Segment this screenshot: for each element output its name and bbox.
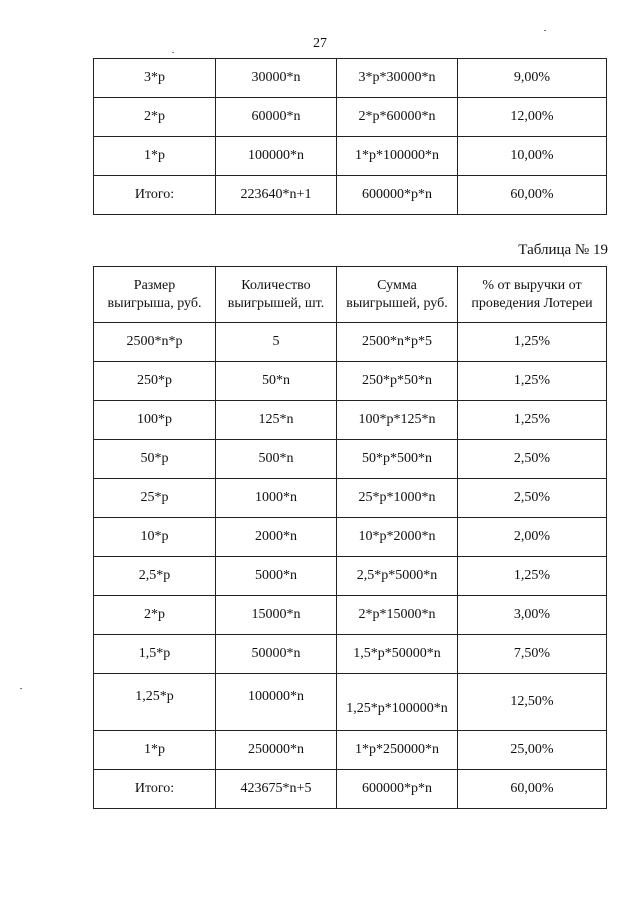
prize-size-cell: 2500*n*р <box>94 323 216 362</box>
prize-table-19 <box>93 266 607 809</box>
prize-size-cell: 2*р <box>94 596 216 635</box>
revenue-percent-cell: 12,50% <box>458 674 607 731</box>
scan-speck <box>172 52 174 53</box>
prize-count-cell: 50000*n <box>216 635 337 674</box>
revenue-percent-cell: 12,00% <box>458 98 607 137</box>
table-header-row <box>94 267 607 323</box>
header-line: проведения Лотереи <box>471 295 593 311</box>
revenue-percent-cell: 2,50% <box>458 440 607 479</box>
revenue-percent-cell: 10,00% <box>458 137 607 176</box>
prize-size-cell: 25*р <box>94 479 216 518</box>
prize-size-cell: 250*р <box>94 362 216 401</box>
table-row <box>94 518 607 557</box>
prize-sum-cell: 2500*n*р*5 <box>337 323 458 362</box>
prize-sum-cell: 2*р*60000*n <box>337 98 458 137</box>
prize-sum-cell: 2,5*р*5000*n <box>337 557 458 596</box>
total-label-cell: Итого: <box>94 176 216 215</box>
prize-count-cell: 2000*n <box>216 518 337 557</box>
prize-sum-cell: 100*р*125*n <box>337 401 458 440</box>
total-sum-cell: 600000*р*n <box>337 770 458 809</box>
header-prize-count <box>216 267 337 323</box>
prize-count-cell: 60000*n <box>216 98 337 137</box>
header-line: выигрышей, шт. <box>227 295 325 311</box>
prize-table-continued <box>93 58 607 215</box>
header-prize-sum <box>337 267 458 323</box>
total-count-cell: 223640*n+1 <box>216 176 337 215</box>
prize-count-cell: 30000*n <box>216 59 337 98</box>
prize-size-cell: 1*р <box>94 137 216 176</box>
header-prize-size <box>94 267 216 323</box>
prize-count-cell: 1000*n <box>216 479 337 518</box>
prize-size-cell: 10*р <box>94 518 216 557</box>
table-row <box>94 59 607 98</box>
table-row <box>94 479 607 518</box>
header-revenue-percent <box>458 267 607 323</box>
prize-sum-cell: 1*р*100000*n <box>337 137 458 176</box>
prize-sum-cell: 1*р*250000*n <box>337 731 458 770</box>
table-row <box>94 557 607 596</box>
table-row <box>94 362 607 401</box>
revenue-percent-cell: 1,25% <box>458 557 607 596</box>
prize-size-cell: 2*р <box>94 98 216 137</box>
total-percent-cell: 60,00% <box>458 176 607 215</box>
prize-sum-cell: 250*р*50*n <box>337 362 458 401</box>
revenue-percent-cell: 2,00% <box>458 518 607 557</box>
header-line: Сумма <box>377 277 417 293</box>
total-row <box>94 770 607 809</box>
revenue-percent-cell: 3,00% <box>458 596 607 635</box>
prize-sum-cell: 1,5*р*50000*n <box>337 635 458 674</box>
prize-count-cell: 100000*n <box>216 137 337 176</box>
prize-sum-cell: 10*р*2000*n <box>337 518 458 557</box>
prize-size-cell: 50*р <box>94 440 216 479</box>
prize-count-cell: 500*n <box>216 440 337 479</box>
prize-sum-cell: 25*р*1000*n <box>337 479 458 518</box>
header-line: выигрышей, руб. <box>346 295 448 311</box>
header-line: выигрыша, руб. <box>107 295 202 311</box>
revenue-percent-cell: 1,25% <box>458 401 607 440</box>
table-row <box>94 674 607 731</box>
scan-speck <box>544 30 546 31</box>
header-line: Размер <box>133 277 176 293</box>
total-label-cell: Итого: <box>94 770 216 809</box>
prize-count-cell: 5 <box>216 323 337 362</box>
prize-size-cell: 2,5*р <box>94 557 216 596</box>
revenue-percent-cell: 1,25% <box>458 362 607 401</box>
prize-count-cell: 15000*n <box>216 596 337 635</box>
prize-count-cell: 125*n <box>216 401 337 440</box>
total-row <box>94 176 607 215</box>
total-sum-cell: 600000*р*n <box>337 176 458 215</box>
prize-size-cell: 1*р <box>94 731 216 770</box>
header-line: Количество <box>241 277 311 293</box>
revenue-percent-cell: 7,50% <box>458 635 607 674</box>
prize-count-cell: 5000*n <box>216 557 337 596</box>
revenue-percent-cell: 1,25% <box>458 323 607 362</box>
prize-count-cell: 250000*n <box>216 731 337 770</box>
prize-size-cell: 3*р <box>94 59 216 98</box>
revenue-percent-cell: 9,00% <box>458 59 607 98</box>
table-row <box>94 731 607 770</box>
table-row <box>94 323 607 362</box>
total-percent-cell: 60,00% <box>458 770 607 809</box>
revenue-percent-cell: 25,00% <box>458 731 607 770</box>
prize-size-cell: 1,25*р <box>94 674 216 731</box>
total-count-cell: 423675*n+5 <box>216 770 337 809</box>
prize-sum-cell: 3*р*30000*n <box>337 59 458 98</box>
table-row <box>94 137 607 176</box>
prize-sum-cell: 2*р*15000*n <box>337 596 458 635</box>
table-row <box>94 635 607 674</box>
table-row <box>94 596 607 635</box>
table-caption: Таблица № 19 <box>518 242 608 258</box>
table-row <box>94 440 607 479</box>
prize-count-cell: 50*n <box>216 362 337 401</box>
scan-speck <box>20 688 22 689</box>
prize-size-cell: 100*р <box>94 401 216 440</box>
table-row <box>94 401 607 440</box>
prize-sum-cell: 50*р*500*n <box>337 440 458 479</box>
prize-count-cell: 100000*n <box>216 674 337 731</box>
page-number: 27 <box>313 36 327 51</box>
prize-size-cell: 1,5*р <box>94 635 216 674</box>
table-row <box>94 98 607 137</box>
header-line: % от выручки от <box>482 277 582 293</box>
prize-sum-cell: 1,25*р*100000*n <box>337 674 458 731</box>
revenue-percent-cell: 2,50% <box>458 479 607 518</box>
